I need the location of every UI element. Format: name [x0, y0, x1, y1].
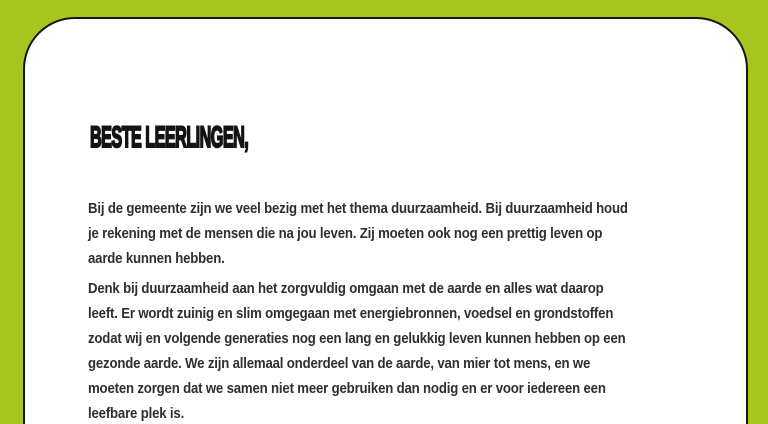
text-line: je rekening met de mensen die na jou leven. Zij moeten ook nog een prettig leven op: [88, 225, 603, 242]
text-line: moeten zorgen dat we samen niet meer gebruiken dan nodig en er voor iedereen een: [88, 380, 606, 397]
text-line: aarde kunnen hebben.: [88, 250, 225, 267]
text-line: Denk bij duurzaamheid aan het zorgvuldig omgaan met de aarde en alles wat daarop: [88, 280, 604, 297]
text-line: zodat wij en volgende generaties nog een lang en gelukkig leven kunnen hebben op een: [88, 330, 626, 347]
text-line: gezonde aarde. We zijn allemaal onderdeel van de aarde, van mier tot mens, en we: [88, 355, 591, 372]
text-line: leefbare plek is.: [88, 405, 185, 422]
letter-body: [88, 196, 628, 424]
letter-heading: BESTE LEERLINGEN,: [90, 121, 249, 154]
text-line: leeft. Er wordt zuinig en slim omgegaan met energiebronnen, voedsel en grondstoffen: [88, 305, 614, 322]
text-line: Bij de gemeente zijn we veel bezig met het thema duurzaamheid. Bij duurzaamheid houd: [88, 200, 628, 217]
paragraph-intro: [88, 196, 628, 271]
paragraph-explanation: [88, 276, 628, 424]
letter-card: [23, 17, 748, 424]
